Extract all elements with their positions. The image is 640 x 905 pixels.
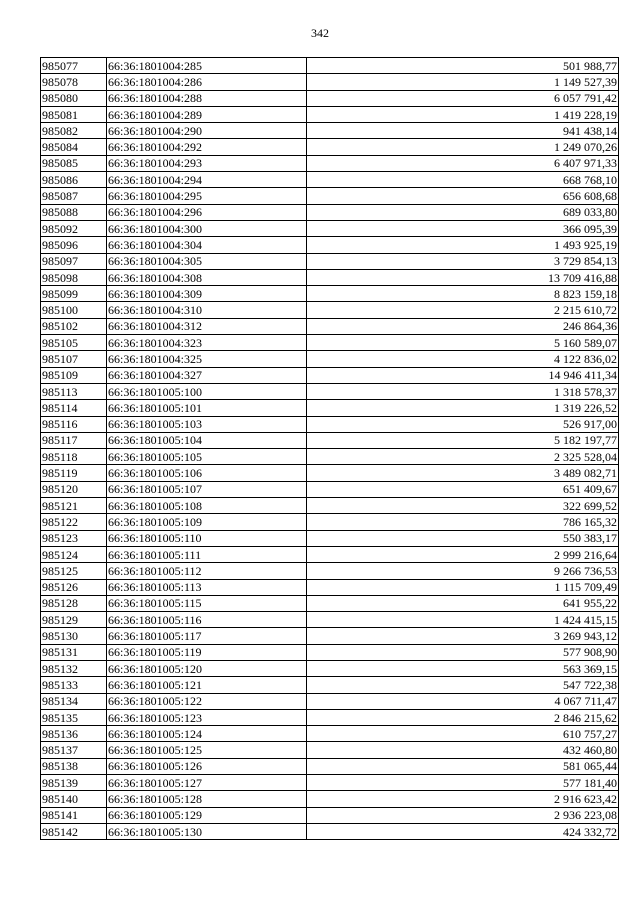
row-id-cell: 985097	[41, 253, 107, 269]
cadastral-number-cell: 66:36:1801005:108	[107, 498, 307, 514]
cadastral-number-cell: 66:36:1801005:121	[107, 677, 307, 693]
table-row	[41, 253, 619, 269]
cadastral-value-cell: 2 916 623,42	[307, 791, 619, 807]
row-id-cell: 985130	[41, 628, 107, 644]
cadastral-value-cell: 322 699,52	[307, 498, 619, 514]
cadastral-value-cell: 641 955,22	[307, 595, 619, 611]
table-row	[41, 449, 619, 465]
table-row	[41, 758, 619, 774]
cadastral-number-cell: 66:36:1801005:122	[107, 693, 307, 709]
cadastral-value-cell: 501 988,77	[307, 58, 619, 74]
cadastral-value-cell: 2 999 216,64	[307, 546, 619, 562]
row-id-cell: 985088	[41, 204, 107, 220]
cadastral-value-cell: 2 936 223,08	[307, 807, 619, 823]
cadastral-value-cell: 246 864,36	[307, 318, 619, 334]
cadastral-number-cell: 66:36:1801005:120	[107, 660, 307, 676]
cadastral-number-cell: 66:36:1801004:304	[107, 237, 307, 253]
table-row	[41, 546, 619, 562]
row-id-cell: 985116	[41, 416, 107, 432]
table-row	[41, 90, 619, 106]
row-id-cell: 985126	[41, 579, 107, 595]
row-id-cell: 985141	[41, 807, 107, 823]
table-row	[41, 595, 619, 611]
row-id-cell: 985122	[41, 514, 107, 530]
table-body	[41, 58, 619, 840]
cadastral-number-cell: 66:36:1801005:125	[107, 742, 307, 758]
cadastral-value-cell: 6 057 791,42	[307, 90, 619, 106]
table-row	[41, 318, 619, 334]
row-id-cell: 985120	[41, 481, 107, 497]
row-id-cell: 985132	[41, 660, 107, 676]
cadastral-value-cell: 2 846 215,62	[307, 709, 619, 725]
cadastral-number-cell: 66:36:1801005:104	[107, 432, 307, 448]
cadastral-value-cell: 786 165,32	[307, 514, 619, 530]
table-row	[41, 823, 619, 839]
table-row	[41, 709, 619, 725]
table-row	[41, 775, 619, 791]
cadastral-value-cell: 1 249 070,26	[307, 139, 619, 155]
table-row	[41, 106, 619, 122]
cadastral-value-cell: 3 489 082,71	[307, 465, 619, 481]
row-id-cell: 985131	[41, 644, 107, 660]
cadastral-number-cell: 66:36:1801004:285	[107, 58, 307, 74]
row-id-cell: 985137	[41, 742, 107, 758]
table-row	[41, 74, 619, 90]
cadastral-number-cell: 66:36:1801004:295	[107, 188, 307, 204]
table-row	[41, 465, 619, 481]
row-id-cell: 985109	[41, 367, 107, 383]
cadastral-number-cell: 66:36:1801004:308	[107, 269, 307, 285]
cadastral-value-cell: 2 215 610,72	[307, 302, 619, 318]
cadastral-value-cell: 610 757,27	[307, 726, 619, 742]
cadastral-value-cell: 656 608,68	[307, 188, 619, 204]
row-id-cell: 985098	[41, 269, 107, 285]
cadastral-value-cell: 9 266 736,53	[307, 563, 619, 579]
cadastral-number-cell: 66:36:1801004:300	[107, 220, 307, 236]
cadastral-number-cell: 66:36:1801005:127	[107, 775, 307, 791]
row-id-cell: 985107	[41, 351, 107, 367]
cadastral-value-cell: 577 181,40	[307, 775, 619, 791]
table-row	[41, 172, 619, 188]
table-row	[41, 237, 619, 253]
cadastral-number-cell: 66:36:1801004:289	[107, 106, 307, 122]
row-id-cell: 985092	[41, 220, 107, 236]
cadastral-number-cell: 66:36:1801005:103	[107, 416, 307, 432]
cadastral-value-cell: 550 383,17	[307, 530, 619, 546]
row-id-cell: 985080	[41, 90, 107, 106]
row-id-cell: 985133	[41, 677, 107, 693]
cadastral-value-cell: 1 115 709,49	[307, 579, 619, 595]
table-row	[41, 367, 619, 383]
cadastral-value-cell: 432 460,80	[307, 742, 619, 758]
cadastral-number-cell: 66:36:1801004:286	[107, 74, 307, 90]
cadastral-number-cell: 66:36:1801005:130	[107, 823, 307, 839]
table-row	[41, 286, 619, 302]
table-row	[41, 335, 619, 351]
cadastral-number-cell: 66:36:1801005:124	[107, 726, 307, 742]
row-id-cell: 985140	[41, 791, 107, 807]
row-id-cell: 985100	[41, 302, 107, 318]
table-row	[41, 791, 619, 807]
table-row	[41, 58, 619, 74]
cadastral-value-cell: 668 768,10	[307, 172, 619, 188]
table-row	[41, 351, 619, 367]
cadastral-value-cell: 577 908,90	[307, 644, 619, 660]
table-row	[41, 660, 619, 676]
table-row	[41, 139, 619, 155]
row-id-cell: 985139	[41, 775, 107, 791]
table-row	[41, 432, 619, 448]
cadastral-number-cell: 66:36:1801004:325	[107, 351, 307, 367]
table-row	[41, 188, 619, 204]
cadastral-value-cell: 1 149 527,39	[307, 74, 619, 90]
cadastral-number-cell: 66:36:1801005:100	[107, 383, 307, 399]
cadastral-value-cell: 4 122 836,02	[307, 351, 619, 367]
row-id-cell: 985082	[41, 123, 107, 139]
cadastral-value-cell: 424 332,72	[307, 823, 619, 839]
cadastral-number-cell: 66:36:1801004:312	[107, 318, 307, 334]
table-row	[41, 677, 619, 693]
cadastral-number-cell: 66:36:1801004:292	[107, 139, 307, 155]
table-row	[41, 155, 619, 171]
cadastral-value-cell: 1 318 578,37	[307, 383, 619, 399]
cadastral-value-cell: 563 369,15	[307, 660, 619, 676]
table-row	[41, 628, 619, 644]
table-row	[41, 498, 619, 514]
cadastral-value-cell: 2 325 528,04	[307, 449, 619, 465]
cadastral-value-cell: 1 493 925,19	[307, 237, 619, 253]
table-row	[41, 123, 619, 139]
table-row	[41, 742, 619, 758]
cadastral-value-cell: 8 823 159,18	[307, 286, 619, 302]
cadastral-value-cell: 526 917,00	[307, 416, 619, 432]
row-id-cell: 985124	[41, 546, 107, 562]
cadastral-number-cell: 66:36:1801005:109	[107, 514, 307, 530]
row-id-cell: 985085	[41, 155, 107, 171]
cadastral-number-cell: 66:36:1801004:293	[107, 155, 307, 171]
table-row	[41, 726, 619, 742]
cadastral-number-cell: 66:36:1801005:116	[107, 612, 307, 628]
row-id-cell: 985125	[41, 563, 107, 579]
row-id-cell: 985081	[41, 106, 107, 122]
table-row	[41, 563, 619, 579]
row-id-cell: 985084	[41, 139, 107, 155]
table-row	[41, 644, 619, 660]
cadastral-number-cell: 66:36:1801004:309	[107, 286, 307, 302]
table-row	[41, 220, 619, 236]
cadastral-number-cell: 66:36:1801005:105	[107, 449, 307, 465]
cadastral-number-cell: 66:36:1801005:126	[107, 758, 307, 774]
cadastral-number-cell: 66:36:1801005:111	[107, 546, 307, 562]
table-row	[41, 612, 619, 628]
row-id-cell: 985117	[41, 432, 107, 448]
page-number: 342	[311, 26, 329, 40]
row-id-cell: 985113	[41, 383, 107, 399]
table-row	[41, 693, 619, 709]
row-id-cell: 985121	[41, 498, 107, 514]
cadastral-value-cell: 547 722,38	[307, 677, 619, 693]
row-id-cell: 985105	[41, 335, 107, 351]
cadastral-value-cell: 651 409,67	[307, 481, 619, 497]
cadastral-number-cell: 66:36:1801005:113	[107, 579, 307, 595]
cadastral-number-cell: 66:36:1801005:107	[107, 481, 307, 497]
cadastral-value-cell: 1 424 415,15	[307, 612, 619, 628]
cadastral-value-cell: 689 033,80	[307, 204, 619, 220]
cadastral-value-cell: 3 269 943,12	[307, 628, 619, 644]
cadastral-value-cell: 4 067 711,47	[307, 693, 619, 709]
row-id-cell: 985138	[41, 758, 107, 774]
cadastral-value-cell: 5 182 197,77	[307, 432, 619, 448]
cadastral-number-cell: 66:36:1801005:101	[107, 400, 307, 416]
cadastral-number-cell: 66:36:1801004:327	[107, 367, 307, 383]
cadastral-value-cell: 13 709 416,88	[307, 269, 619, 285]
table-row	[41, 530, 619, 546]
table-row	[41, 807, 619, 823]
cadastral-value-table	[40, 57, 619, 840]
cadastral-number-cell: 66:36:1801004:310	[107, 302, 307, 318]
cadastral-number-cell: 66:36:1801004:294	[107, 172, 307, 188]
table-row	[41, 302, 619, 318]
cadastral-number-cell: 66:36:1801005:128	[107, 791, 307, 807]
cadastral-number-cell: 66:36:1801005:129	[107, 807, 307, 823]
row-id-cell: 985134	[41, 693, 107, 709]
row-id-cell: 985118	[41, 449, 107, 465]
cadastral-value-cell: 1 319 226,52	[307, 400, 619, 416]
cadastral-number-cell: 66:36:1801005:123	[107, 709, 307, 725]
table-row	[41, 383, 619, 399]
cadastral-value-cell: 941 438,14	[307, 123, 619, 139]
row-id-cell: 985123	[41, 530, 107, 546]
cadastral-number-cell: 66:36:1801004:296	[107, 204, 307, 220]
table-row	[41, 204, 619, 220]
cadastral-value-cell: 366 095,39	[307, 220, 619, 236]
table-row	[41, 481, 619, 497]
row-id-cell: 985086	[41, 172, 107, 188]
row-id-cell: 985114	[41, 400, 107, 416]
cadastral-value-cell: 6 407 971,33	[307, 155, 619, 171]
cadastral-number-cell: 66:36:1801005:117	[107, 628, 307, 644]
cadastral-number-cell: 66:36:1801004:290	[107, 123, 307, 139]
table-row	[41, 269, 619, 285]
cadastral-value-cell: 3 729 854,13	[307, 253, 619, 269]
cadastral-number-cell: 66:36:1801005:106	[107, 465, 307, 481]
row-id-cell: 985119	[41, 465, 107, 481]
cadastral-value-cell: 14 946 411,34	[307, 367, 619, 383]
cadastral-number-cell: 66:36:1801005:119	[107, 644, 307, 660]
cadastral-number-cell: 66:36:1801004:305	[107, 253, 307, 269]
row-id-cell: 985142	[41, 823, 107, 839]
cadastral-value-cell: 5 160 589,07	[307, 335, 619, 351]
row-id-cell: 985099	[41, 286, 107, 302]
table-row	[41, 579, 619, 595]
row-id-cell: 985136	[41, 726, 107, 742]
row-id-cell: 985087	[41, 188, 107, 204]
row-id-cell: 985078	[41, 74, 107, 90]
table-row	[41, 416, 619, 432]
cadastral-number-cell: 66:36:1801004:288	[107, 90, 307, 106]
row-id-cell: 985077	[41, 58, 107, 74]
row-id-cell: 985102	[41, 318, 107, 334]
cadastral-number-cell: 66:36:1801005:112	[107, 563, 307, 579]
cadastral-value-cell: 581 065,44	[307, 758, 619, 774]
row-id-cell: 985128	[41, 595, 107, 611]
cadastral-value-cell: 1 419 228,19	[307, 106, 619, 122]
row-id-cell: 985135	[41, 709, 107, 725]
cadastral-number-cell: 66:36:1801005:115	[107, 595, 307, 611]
table-row	[41, 400, 619, 416]
table-row	[41, 514, 619, 530]
cadastral-number-cell: 66:36:1801004:323	[107, 335, 307, 351]
cadastral-number-cell: 66:36:1801005:110	[107, 530, 307, 546]
row-id-cell: 985096	[41, 237, 107, 253]
row-id-cell: 985129	[41, 612, 107, 628]
